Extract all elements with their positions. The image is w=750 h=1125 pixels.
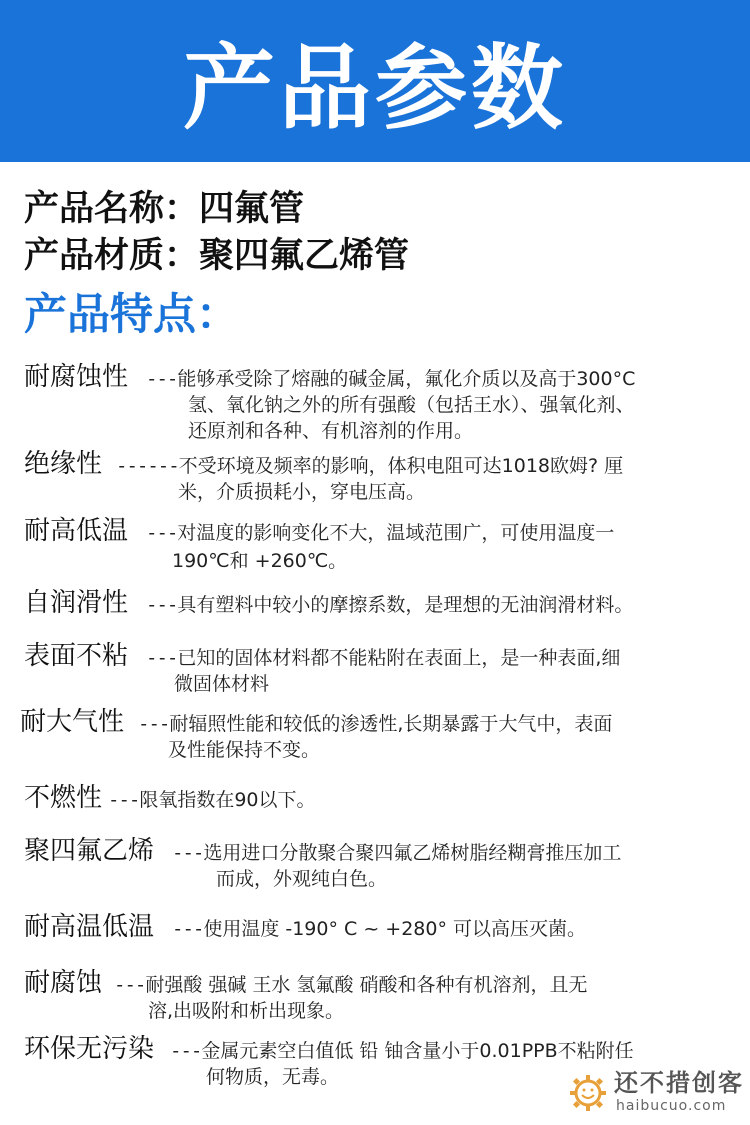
feature-desc-line: 而成，外观纯白色。: [216, 868, 388, 890]
feature-dash: ---: [146, 368, 178, 390]
feature-desc-line: 何物质，无毒。: [206, 1066, 340, 1088]
feature-name: 耐大气性: [20, 707, 125, 737]
feature-name: 耐高低温: [24, 516, 129, 546]
feature-desc-line: 具有塑料中较小的摩擦系数，是理想的无油润滑材料。: [177, 594, 634, 616]
feature-name: 自润滑性: [24, 588, 129, 618]
feature-desc: [172, 916, 586, 942]
feature-desc: [172, 840, 621, 866]
feature-dash: ---: [172, 842, 204, 864]
feature-desc: [146, 366, 635, 392]
feature-name: 绝缘性: [24, 449, 103, 479]
feature-name: 不燃性: [24, 783, 103, 813]
gear-smile-icon: [568, 1073, 608, 1113]
feature-desc: [146, 645, 620, 671]
header-banner: [0, 0, 750, 162]
feature-desc: [146, 592, 633, 618]
feature-desc-line: 使用温度 -190° C ~ +280° 可以高压灭菌。: [203, 918, 587, 940]
feature-name: 耐高温低温: [24, 912, 155, 942]
feature-desc: [108, 787, 316, 813]
features-heading: 产品特点：: [24, 290, 239, 340]
feature-dash: ---: [170, 1040, 202, 1062]
feature-desc-line: 限氧指数在90以下。: [139, 789, 316, 811]
feature-desc-line: 能够承受除了熔融的碱金属，氟化介质以及高于300°C: [177, 368, 636, 390]
watermark-url: haibucuo.com: [616, 1098, 727, 1114]
feature-name: 聚四氟乙烯: [24, 836, 155, 866]
watermark: [568, 1069, 746, 1119]
feature-desc-line: 190℃和 +260℃。: [172, 550, 348, 572]
feature-dash: ---: [172, 918, 204, 940]
feature-desc-line: 微固体材料: [174, 673, 270, 695]
feature-desc: [116, 453, 623, 479]
feature-desc: [114, 972, 588, 998]
feature-desc-line: 氢、氧化钠之外的所有强酸（包括王水）、强氧化剂、: [188, 394, 635, 416]
feature-desc-line: 对温度的影响变化不大，温域范围广，可使用温度一: [177, 522, 615, 544]
product-material-line: 产品材质：聚四氟乙烯管: [24, 236, 410, 276]
feature-dash: ------: [116, 455, 179, 477]
feature-desc-line: 耐辐照性能和较低的渗透性,长期暴露于大气中，表面: [169, 713, 613, 735]
feature-dash: ---: [114, 974, 146, 996]
feature-desc: [138, 711, 612, 737]
feature-name: 耐腐蚀: [24, 968, 103, 998]
feature-desc-line: 还原剂和各种、有机溶剂的作用。: [188, 420, 474, 442]
feature-dash: ---: [146, 647, 178, 669]
feature-dash: ---: [138, 713, 170, 735]
feature-desc-line: 耐强酸 强碱 王水 氢氟酸 硝酸和各种有机溶剂，且无: [145, 974, 588, 996]
feature-name: 环保无污染: [24, 1034, 155, 1064]
feature-dash: ---: [146, 522, 178, 544]
feature-desc-line: 米，介质损耗小，穿电压高。: [178, 481, 426, 503]
feature-name: 耐腐蚀性: [24, 362, 129, 392]
feature-dash: ---: [108, 789, 140, 811]
feature-desc: [170, 1038, 634, 1064]
feature-desc-line: 金属元素空白值低 铅 铀含量小于0.01PPB不粘附任: [201, 1040, 634, 1062]
feature-name: 表面不粘: [24, 641, 129, 671]
product-name-line: 产品名称：四氟管: [24, 189, 305, 229]
watermark-title: 还不措创客: [614, 1069, 744, 1097]
feature-desc-line: 不受环境及频率的影响，体积电阻可达1018欧姆? 厘: [178, 455, 624, 477]
feature-desc-line: 选用进口分散聚合聚四氟乙烯树脂经糊膏推压加工: [203, 842, 622, 864]
feature-dash: ---: [146, 594, 178, 616]
feature-desc-line: 已知的固体材料都不能粘附在表面上，是一种表面,细: [177, 647, 621, 669]
feature-desc-line: 溶,出吸附和析出现象。: [148, 1000, 345, 1022]
banner-title: 产品参数: [182, 35, 567, 142]
feature-desc-line: 及性能保持不变。: [168, 739, 321, 761]
feature-desc: [146, 520, 614, 546]
